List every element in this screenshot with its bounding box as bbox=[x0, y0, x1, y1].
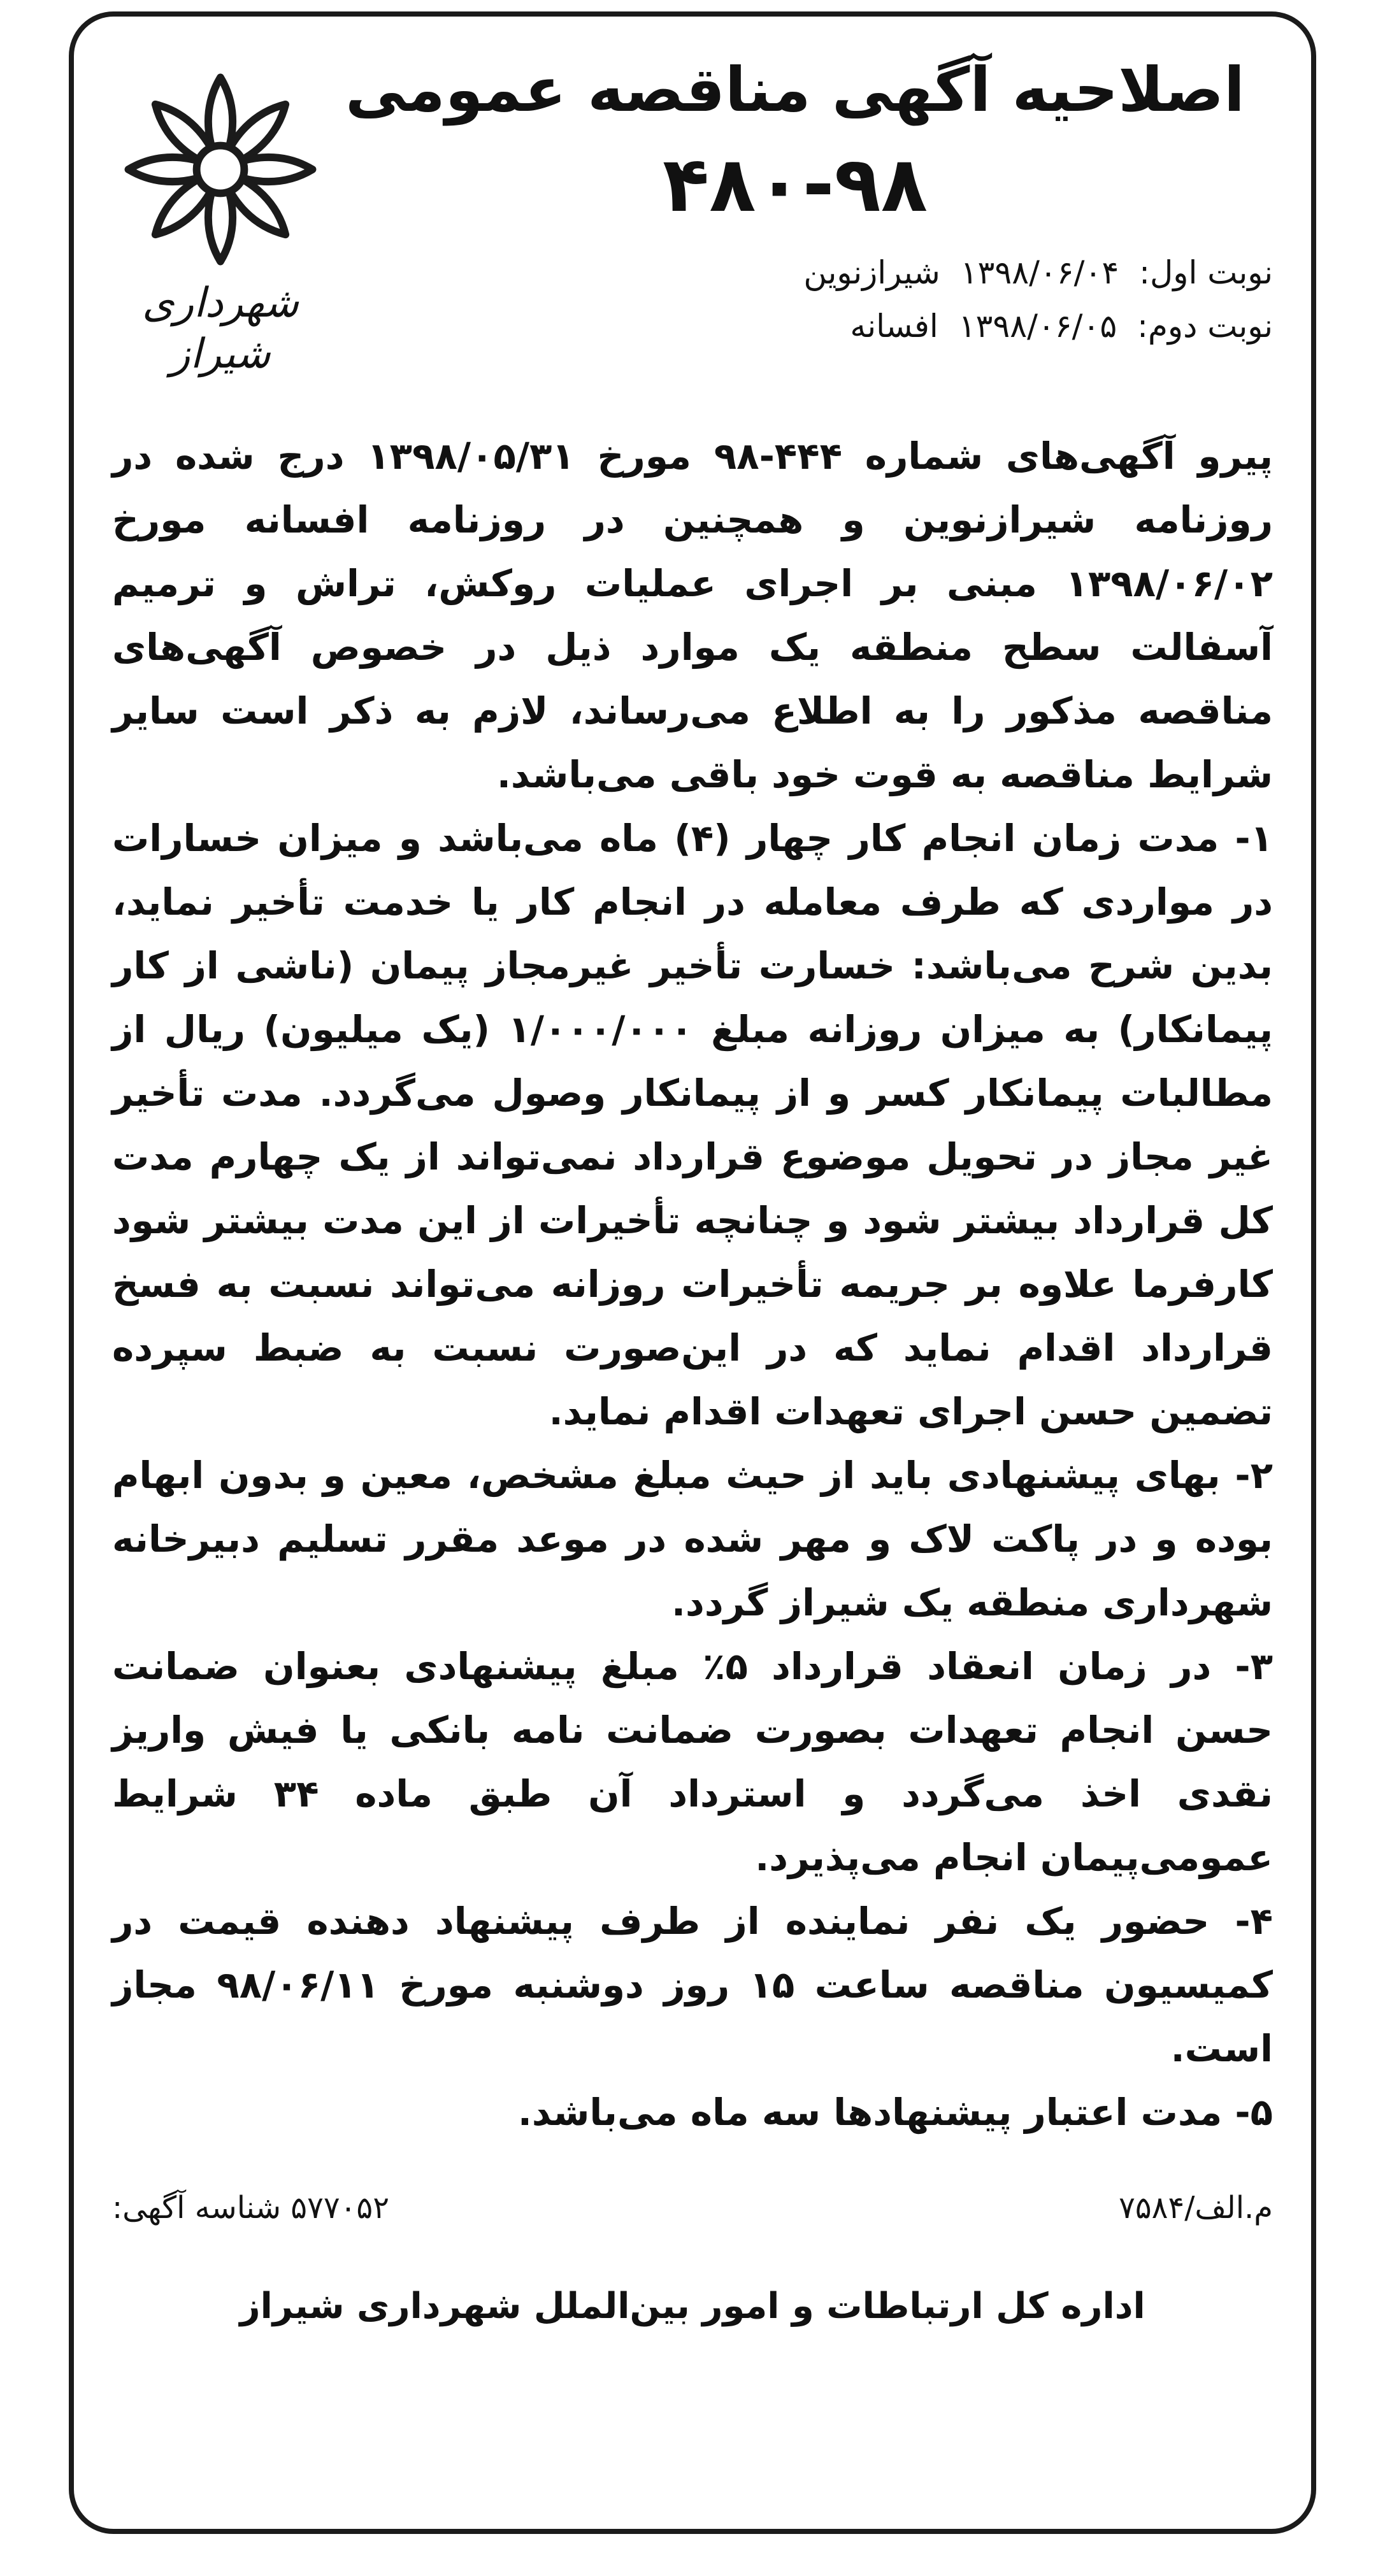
clause-2: ۲- بهای پیشنهادی باید از حیث مبلغ مشخص، معین و بدون ابهام بوده و در پاکت لاک و مهر شده در موعد مقرر تسلیم دبیرخانه شهرداری منطقه یک شیراز گردد. bbox=[112, 1454, 1273, 1624]
clause-4: ۴- حضور یک نفر نماینده از طرف پیشنهاد دهنده قیمت در کمیسیون مناقصه ساعت ۱۵ روز دوشنبه مورخ ۹۸/۰۶/۱۱ مجاز است. bbox=[112, 1900, 1273, 2070]
clause-1: ۱- مدت زمان انجام کار چهار (۴) ماه می‌باشد و میزان خسارات در مواردی که طرف معامله در انجام کار یا خدمت تأخیر نماید، بدین شرح می‌باشد: خسارت تأخیر غیرمجاز پیمان (ناشی از کار پیمانکار) به میزان روزانه مبلغ ۱/۰۰۰/۰۰۰ (یک میلیون) ریال از مطالبات پیمانکار کسر و از پیمانکار وصول می‌گردد. مدت تأخیر غیر مجاز در تحویل موضوع قرارداد نمی‌تواند از یک چهارم مدت کل قرارداد بیشتر شود و چنانچه تأخیرات از این مدت بیشتر شود کارفرما علاوه بر جریمه تأخیرات روزانه می‌تواند نسبت به فسخ قرارداد اقدام نماید که در این‌صورت نسبت به ضبط سپرده تضمین حسن اجرای تعهدات اقدام نماید. bbox=[112, 817, 1273, 1433]
notice-title: اصلاحیه آگهی مناقصه عمومی bbox=[345, 54, 1245, 125]
second-run-label: نوبت دوم: bbox=[1137, 308, 1273, 345]
ad-id-value: ۵۷۷۰۵۲ bbox=[291, 2190, 389, 2226]
issuing-office: اداره کل ارتباطات و امور بین‌الملل شهرداری شیراز bbox=[240, 2286, 1145, 2327]
second-run-date: ۱۳۹۸/۰۶/۰۵ bbox=[958, 308, 1117, 345]
second-run bbox=[317, 299, 1273, 353]
publication-runs bbox=[317, 246, 1273, 353]
first-run-date: ۱۳۹۸/۰۶/۰۴ bbox=[960, 254, 1119, 291]
notice-number: ۴۸۰-۹۸ bbox=[662, 141, 928, 229]
notice-content bbox=[112, 42, 1273, 2503]
first-run-label: نوبت اول: bbox=[1139, 254, 1273, 291]
ad-id-label: شناسه آگهی: bbox=[112, 2190, 282, 2226]
title-block bbox=[317, 48, 1273, 233]
first-run-paper: شیرازنوین bbox=[803, 254, 940, 291]
notice-header bbox=[112, 42, 1273, 378]
logo-caption: شهرداری شیراز bbox=[142, 280, 299, 378]
ad-id bbox=[112, 2182, 389, 2233]
clause-3: ۳- در زمان انعقاد قرارداد ۵٪ مبلغ پیشنهادی بعنوان ضمانت حسن انجام تعهدات بصورت ضمانت نامه بانکی یا فیش واریز نقدی اخذ می‌گردد و استرداد آن طبق ماده ۳۴ شرایط عمومی‌پیمان انجام می‌پذیرد. bbox=[112, 1645, 1273, 1879]
notice-body bbox=[112, 424, 1273, 2144]
first-run bbox=[317, 246, 1273, 299]
second-run-paper: افسانه bbox=[850, 308, 938, 345]
flower-emblem-icon bbox=[112, 61, 329, 278]
shiraz-municipality-logo bbox=[112, 61, 329, 378]
intro-paragraph: پیرو آگهی‌های شماره ۴۴۴-۹۸ مورخ ۱۳۹۸/۰۵/۳۱ درج شده در روزنامه شیرازنوین و همچنین در روزنامه افسانه مورخ ۱۳۹۸/۰۶/۰۲ مبنی بر اجرای عملیات روکش، تراش و ترمیم آسفالت سطح منطقه یک موارد ذیل در خصوص آگهی‌های مناقصه مذکور را به اطلاع می‌رساند، لازم به ذکر است سایر شرایط مناقصه به قوت خود باقی می‌باشد. bbox=[112, 434, 1273, 796]
ad-code: م.الف/۷۵۸۴ bbox=[1119, 2190, 1273, 2226]
notice-frame bbox=[69, 11, 1316, 2534]
footer-meta bbox=[112, 2182, 1273, 2233]
clause-5: ۵- مدت اعتبار پیشنهادها سه ماه می‌باشد. bbox=[517, 2091, 1273, 2134]
